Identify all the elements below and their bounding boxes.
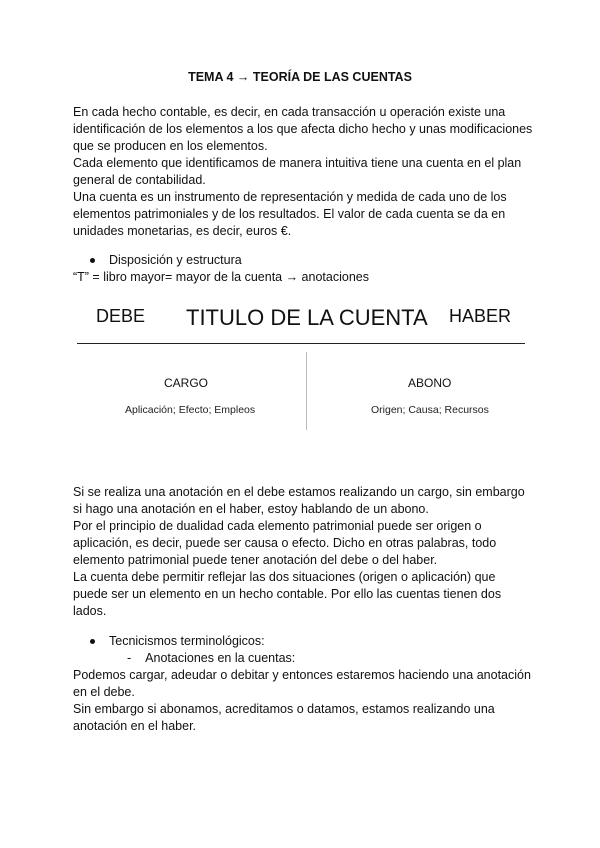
abono-description: Origen; Causa; Recursos xyxy=(371,404,489,416)
t-horizontal-line xyxy=(77,343,525,344)
intro-paragraph: Cada elemento que identificamos de manera intuitiva tiene una cuenta en el plan general de contabilidad. xyxy=(73,156,522,187)
haber-label: HABER xyxy=(449,306,512,326)
bullet-dot-icon xyxy=(90,258,95,263)
bullet-dot-icon xyxy=(90,639,95,644)
terminology-section xyxy=(73,667,533,735)
terminology-paragraph: Podemos cargar, adeudar o debitar y entonces estaremos haciendo una anotación en el debe. xyxy=(73,668,531,699)
intro-paragraph: Una cuenta es un instrumento de representación y medida de cada uno de los elementos patrimoniales y de los resultados. El valor de cada cuenta se da en unidades monetarias, es decir, euros €. xyxy=(73,190,507,238)
sub-bullet-item xyxy=(127,650,295,667)
bullet-item xyxy=(90,252,242,269)
t-definition: “T” = libro mayor= mayor de la cuenta → anotaciones xyxy=(73,270,369,284)
t-vertical-line xyxy=(306,352,307,430)
cargo-label: CARGO xyxy=(164,376,209,390)
cargo-description: Aplicación; Efecto; Empleos xyxy=(125,404,256,416)
terminology-paragraph: Sin embargo si abonamos, acreditamos o datamos, estamos realizando una anotación en el haber. xyxy=(73,702,495,733)
body-paragraph: La cuenta debe permitir reflejar las dos situaciones (origen o aplicación) que puede ser un elemento en un hecho contable. Por ello las cuentas tienen dos lados. xyxy=(73,570,502,618)
intro-section xyxy=(73,104,533,240)
sub-bullet-text: Anotaciones en la cuentas: xyxy=(145,651,296,665)
page-title: TEMA 4 → TEORÍA DE LAS CUENTAS xyxy=(188,70,412,84)
bullet-item xyxy=(90,633,265,650)
intro-paragraph: En cada hecho contable, es decir, en cada transacción u operación existe una identificación de los elementos a los que afecta dicho hecho y unas modificaciones que se producen en los elementos. xyxy=(73,105,533,153)
body-paragraph: Si se realiza una anotación en el debe estamos realizando un cargo, sin embargo si hago una anotación en el haber, estoy hablando de un abono. xyxy=(73,485,525,516)
bullet-text: Tecnicismos terminológicos: xyxy=(109,634,265,648)
debe-label: DEBE xyxy=(96,306,146,326)
body-paragraph: Por el principio de dualidad cada elemento patrimonial puede ser origen o aplicación, es decir, puede ser causa o efecto. Dicho en otras palabras, todo elemento patrimonial puede tener anotación del debe o del haber. xyxy=(73,519,497,567)
bullet-text: Disposición y estructura xyxy=(109,253,242,267)
body-section xyxy=(73,484,533,620)
abono-label: ABONO xyxy=(408,376,452,390)
account-title: TITULO DE LA CUENTA xyxy=(186,305,428,330)
dash-icon: - xyxy=(127,651,132,665)
